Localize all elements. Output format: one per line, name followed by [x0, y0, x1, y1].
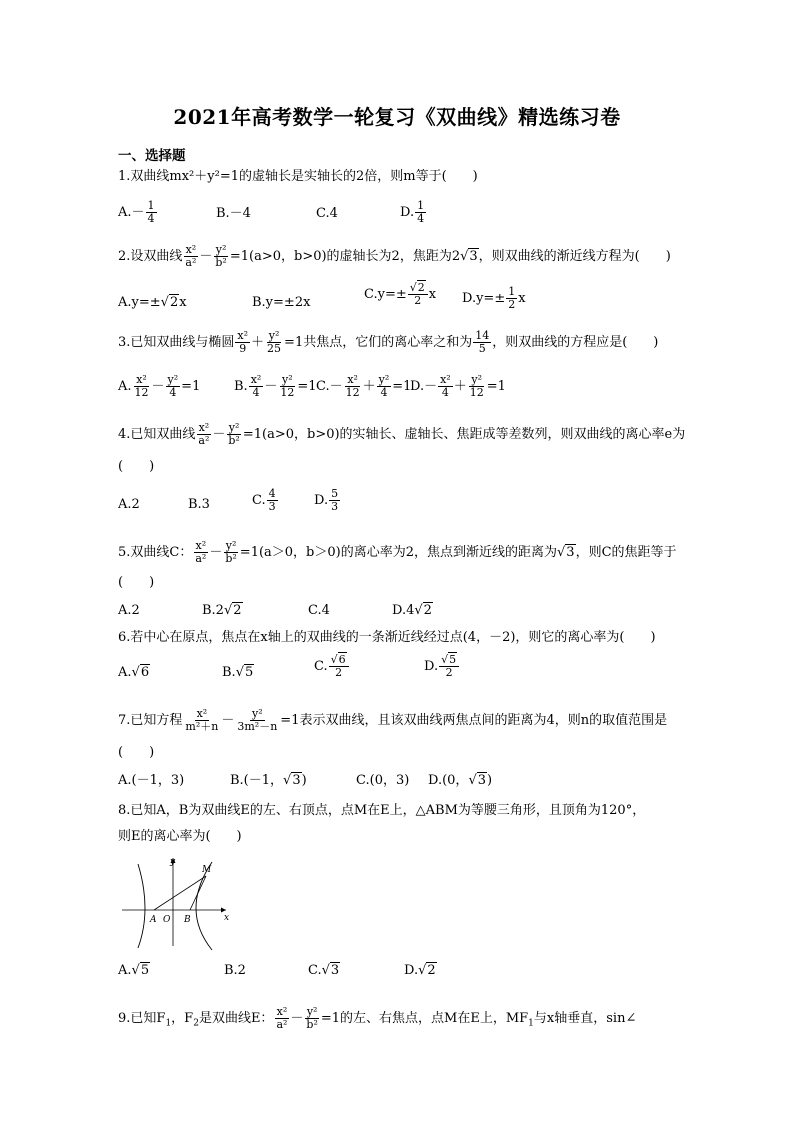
label-B: B: [184, 915, 191, 925]
q4-option-d: D. $\frac{5}{3}$: [314, 487, 339, 513]
q8-option-b: B.2: [224, 963, 246, 978]
q5-option-a: A.2: [118, 603, 140, 618]
q2-option-b: B.y=±2x: [252, 295, 311, 310]
q6-option-a: A.√6: [118, 665, 150, 680]
q3-option-a: A. $\frac{\text{x²}}{12}$ － $\frac{\text{y²}}{4}$ =1: [118, 373, 201, 399]
q4-option-c: C. $\frac{4}{3}$: [252, 487, 276, 513]
q8-option-c: C.√3: [308, 963, 340, 978]
q6-option-b: B.√5: [222, 665, 254, 680]
q5-option-d: D.4√2: [392, 603, 432, 618]
question-6-stem: 6.若中心在原点，焦点在x轴上的双曲线的一条渐近线经过点(4，－2)，则它的离心率为( ): [118, 630, 656, 645]
q3-option-d: D.－ $\frac{\text{x²}}{4}$ ＋ $\frac{\text{y²}}{12}$ =1: [410, 373, 506, 399]
page-title: 2021年高考数学一轮复习《双曲线》精选练习卷: [173, 105, 621, 129]
question-7-stem: 7.已知方程 $\frac{\text{x²}}{\text{m²＋n}}$ － $\frac{\text{y²}}{\text{3m²－n}}$ =1表示双曲线，且该双曲线两焦点间的距离为4，则n的取值范围是: [118, 707, 668, 733]
question-3-stem: 3.已知双曲线与椭圆 $\frac{\text{x²}}{9}$ ＋ $\frac{\text{y²}}{25}$ =1共焦点，它们的离心率之和为 $\frac{14}{5}$ ，则双曲线的方程应是( ): [118, 329, 659, 355]
hyperbola-figure: [120, 852, 240, 956]
left-branch-ghost: [126, 870, 138, 944]
right-branch: [196, 862, 212, 950]
q3-option-b: B. $\frac{\text{x²}}{4}$ － $\frac{\text{y²}}{12}$ =1: [234, 373, 317, 399]
q1-option-c: C.4: [316, 206, 338, 221]
q7-option-b: B.(－1，√3): [230, 773, 307, 788]
q2-option-c: C.y=± $\frac{√2}{2}$ x: [364, 281, 437, 307]
q8-option-d: D.√2: [404, 963, 436, 978]
q3-option-c: C.－ $\frac{\text{x²}}{12}$ ＋ $\frac{\text{y²}}{4}$ =1: [316, 373, 412, 399]
label-A: A: [150, 915, 157, 925]
label-O: O: [163, 915, 171, 925]
question-4-paren: ( ): [118, 459, 155, 474]
question-2-stem: 2.设双曲线 $\frac{\text{x²}}{\text{a²}}$ － $\frac{\text{y²}}{\text{b²}}$ =1(a>0，b>0)的虚轴长为2，焦距为2√3，则双曲线的渐近线方程为( ): [118, 243, 671, 269]
question-8-line1: 8.已知A，B为双曲线E的左、右顶点，点M在E上，△ABM为等腰三角形，且顶角为120°，: [118, 803, 646, 818]
q1-option-d: D. $\frac{1}{4}$: [400, 199, 425, 225]
hyperbola-diagram: [120, 852, 240, 952]
q1-option-b: B.－4: [216, 206, 251, 221]
question-5-stem: 5.双曲线C： $\frac{\text{x²}}{\text{a²}}$ － $\frac{\text{y²}}{\text{b²}}$ =1(a＞0，b＞0)的离心率为2，焦点到渐近线的距离为√3，则C的焦距等于: [118, 539, 677, 565]
q5-option-b: B.2√2: [202, 603, 242, 618]
q2-option-d: D.y=± $\frac{1}{2}$ x: [462, 285, 526, 311]
q2-option-a: A.y=±√2x: [118, 295, 187, 310]
q6-option-c: C. $\frac{√6}{2}$: [314, 654, 350, 679]
question-7-paren: ( ): [118, 745, 155, 760]
label-x: x: [224, 913, 230, 923]
q4-option-a: A.2: [118, 497, 140, 512]
left-branch: [138, 864, 145, 948]
q7-option-d: D.(0，√3): [428, 773, 493, 788]
q8-option-a: A.√5: [118, 963, 150, 978]
q1-option-a: A.－ $\frac{1}{4}$: [118, 199, 155, 225]
question-5-paren: ( ): [118, 575, 155, 590]
label-y: y: [170, 857, 176, 867]
question-1-stem: 1.双曲线mx²＋y²=1的虚轴长是实轴长的2倍，则m等于( ): [118, 169, 478, 184]
x-axis-arrow: [221, 908, 226, 913]
q4-option-b: B.3: [188, 497, 210, 512]
section-heading: 一、选择题: [118, 148, 186, 164]
q7-option-a: A.(－1，3): [118, 773, 185, 788]
question-8-line2: 则E的离心率为( ): [118, 829, 242, 844]
q5-option-c: C.4: [308, 603, 330, 618]
label-M: M: [202, 865, 212, 875]
question-9-stem: 9.已知$F_1$，$F_2$是双曲线E： $\frac{\text{x²}}{\text{a²}}$ － $\frac{\text{y²}}{\text{b²}}$ =1的左、右焦点，点M在E上，$MF_1$与x轴垂直，sin∠: [118, 1005, 637, 1031]
q6-option-d: D. $\frac{√5}{2}$: [424, 654, 460, 679]
question-4-stem: 4.已知双曲线 $\frac{\text{x²}}{\text{a²}}$ － $\frac{\text{y²}}{\text{b²}}$ =1(a>0，b>0)的实轴长、虚轴长、焦距成等差数列，则双曲线的离心率e为: [118, 421, 686, 447]
q7-option-c: C.(0，3): [356, 773, 410, 788]
